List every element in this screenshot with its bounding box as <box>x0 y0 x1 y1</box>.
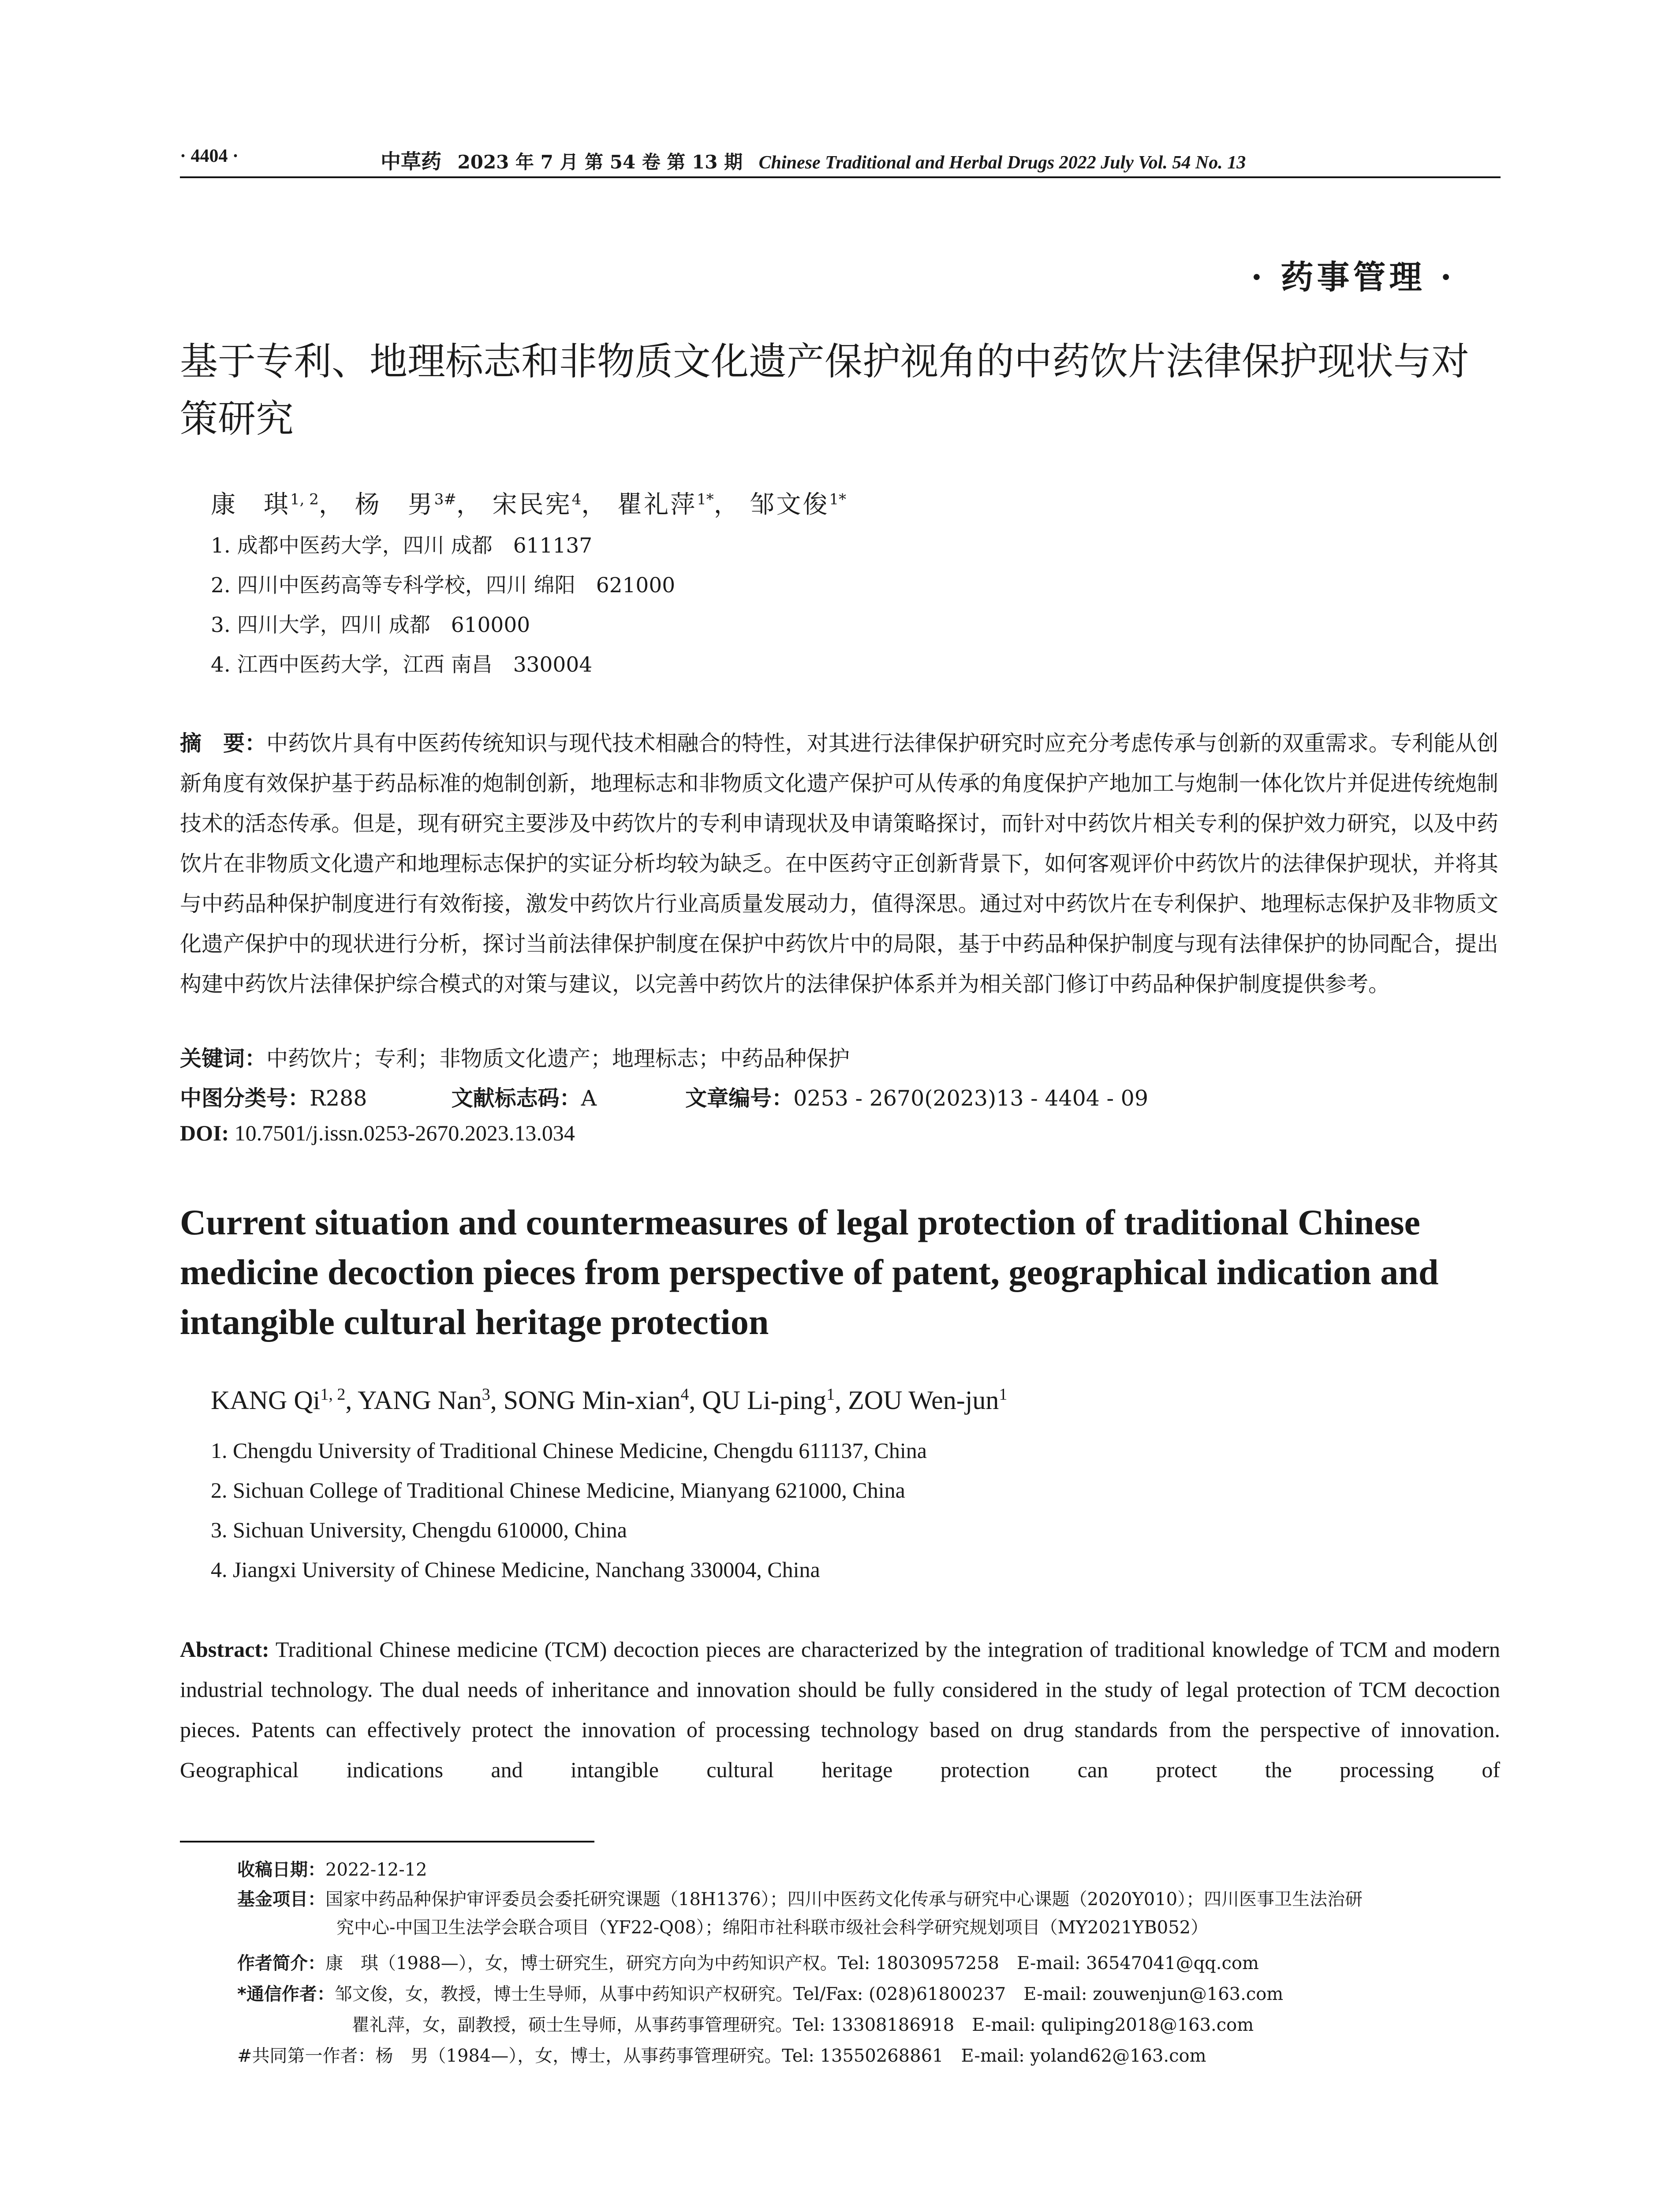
authors-en <box>211 1385 1007 1416</box>
footnote-cofirst <box>237 2042 1206 2067</box>
author-cn: 宋民宪$^4$， <box>492 490 608 519</box>
author-en: KANG Qi$^{1, 2}$, <box>211 1385 358 1415</box>
doc-code-value: A <box>581 1086 597 1111</box>
author-cn: 杨 男$^{3\#}$， <box>355 490 483 519</box>
doi-label: DOI: <box>180 1121 229 1145</box>
author-en: YANG Nan$^3$, <box>358 1385 504 1415</box>
footnote-fund <box>237 1885 1503 1942</box>
issue-cn: 2023 年 7 月 第 54 卷 第 13 期 <box>457 151 743 173</box>
abstract-en <box>180 1629 1500 1790</box>
doi-line <box>180 1120 575 1146</box>
abstract-cn <box>180 723 1498 1004</box>
affiliation-en: 1. Chengdu University of Traditional Chinese Medicine, Chengdu 611137, China <box>211 1438 927 1463</box>
received-label: 收稿日期： <box>237 1860 325 1880</box>
affiliation-cn: 2. 四川中医药高等专科学校，四川 绵阳 621000 <box>211 573 676 598</box>
fund-label: 基金项目： <box>237 1889 325 1910</box>
affiliation-cn: 3. 四川大学，四川 成都 610000 <box>211 613 530 637</box>
author-en: QU Li-ping$^1$, <box>702 1385 848 1415</box>
title-cn: 基于专利、地理标志和非物质文化遗产保护视角的中药饮片法律保护现状与对策研究 <box>180 340 1469 441</box>
keywords-label: 关键词： <box>180 1046 267 1071</box>
cofirst-label: #共同第一作者： <box>237 2046 376 2066</box>
bio-text: 康 琪（1988—），女，博士研究生，研究方向为中药知识产权。Tel: 18030957258 E-mail: 36547041@qq.com <box>325 1953 1259 1973</box>
affiliation-cn: 1. 成都中医药大学，四川 成都 611137 <box>211 534 593 558</box>
author-cn: 瞿礼萍$^{1*}$， <box>617 490 740 519</box>
cofirst-text: 杨 男（1984—），女，博士，从事药事管理研究。Tel: 13550268861 E-mail: yoland62@163.com <box>375 2046 1206 2066</box>
page-number: · 4404 · <box>180 146 239 166</box>
doc-code-label: 文献标志码： <box>451 1086 581 1111</box>
footnote-rule <box>180 1841 594 1842</box>
article-id-label: 文章编号： <box>685 1086 794 1111</box>
corr-label: *通信作者： <box>237 1984 335 2004</box>
doi-value: 10.7501/j.issn.0253-2670.2023.13.034 <box>234 1121 575 1145</box>
fund-text-2: 究中心-中国卫生法学会联合项目（YF22-Q08）；绵阳市社科联市级社会科学研究规划项目（MY2021YB052） <box>336 1917 1209 1938</box>
article-id-value: 0253 - 2670(2023)13 - 4404 - 09 <box>793 1086 1149 1111</box>
abstract-cn-text: 中药饮片具有中医药传统知识与现代技术相融合的特性，对其进行法律保护研究时应充分考虑传承与创新的双重需求。专利能从创新角度有效保护基于药品标准的炮制创新，地理标志和非物质文化遗产保护可从传承的角度保护产地加工与炮制一体化饮片并促进传统炮制技术的活态传承。但是，现有研究主要涉及中药饮片的专利申请现状及申请策略探讨，而针对中药饮片相关专利的保护效力研究，以及中药饮片在非物质文化遗产和地理标志保护的实证分析均较为缺乏。在中医药守正创新背景下，如何客观评价中药饮片的法律保护现状，并将其与中药品种保护制度进行有效衔接，激发中药饮片行业高质量发展动力，值得深思。通过对中药饮片在专利保护、地理标志保护及非物质文化遗产保护中的现状进行分析，探讨当前法律保护制度在保护中药饮片中的局限，基于中药品种保护制度与现有法律保护的协同配合，提出构建中药饮片法律保护综合模式的对策与建议，以完善中药饮片的法律保护体系并为相关部门修订中药品种保护制度提供参考。 <box>180 731 1498 997</box>
affiliation-en: 2. Sichuan College of Traditional Chinese Medicine, Mianyang 621000, China <box>211 1478 905 1502</box>
header-rule <box>180 176 1501 178</box>
received-date: 2022-12-12 <box>325 1860 427 1880</box>
author-en: ZOU Wen-jun$^1$ <box>848 1385 1008 1415</box>
keywords-text: 中药饮片；专利；非物质文化遗产；地理标志；中药品种保护 <box>266 1046 850 1071</box>
corr-text-1: 邹文俊，女，教授，博士生导师，从事中药知识产权研究。Tel/Fax: (028)61800237 E-mail: zouwenjun@163.com <box>334 1984 1284 2004</box>
author-cn: 康 琪$^{1, 2}$， <box>211 490 345 519</box>
journal-name-cn: 中草药 <box>381 149 441 173</box>
journal-name-en: Chinese Traditional and Herbal Drugs 2022 July Vol. 54 No. 13 <box>758 153 1246 173</box>
footnote-bio <box>237 1949 1259 1974</box>
abstract-en-text: Traditional Chinese medicine (TCM) decoction pieces are characterized by the integration of traditional knowledge of TCM and modern industrial technology. The dual needs of inheritance and innovation should be fully considered in the study of legal protection of TCM decoction pieces. Patents can effectively protect the innovation of processing technology based on drug standards from the perspective of innovation. Geographical indications and intangible cultural heritage protection can protect the processing of <box>180 1637 1500 1782</box>
title-en: Current situation and countermeasures of legal protection of traditional Chinese medicine decoction pieces from perspective of patent, geographical indication and intangible cultural heritage protection <box>180 1202 1439 1342</box>
journal-line <box>381 146 1246 175</box>
footnote-received <box>237 1856 427 1881</box>
keywords-cn <box>180 1042 850 1073</box>
abstract-en-label: Abstract: <box>180 1637 269 1662</box>
footnote-corresponding <box>237 1980 1283 2005</box>
fund-text-1: 国家中药品种保护审评委员会委托研究课题（18H1376）；四川中医药文化传承与研究中心课题（2020Y010）；四川医事卫生法治研 <box>325 1889 1363 1910</box>
affiliation-en: 4. Jiangxi University of Chinese Medicine, Nanchang 330004, China <box>211 1557 820 1582</box>
clc-value: R288 <box>310 1086 367 1111</box>
affiliation-cn: 4. 江西中医药大学，江西 南昌 330004 <box>211 653 593 677</box>
classification-line <box>180 1081 1148 1112</box>
clc-label: 中图分类号： <box>180 1086 310 1111</box>
author-cn: 邹文俊$^{1*}$ <box>750 490 847 519</box>
bio-label: 作者简介： <box>237 1953 325 1973</box>
footnote-corresponding-2: 瞿礼萍，女，副教授，硕士生导师，从事药事管理研究。Tel: 13308186918 E-mail: quliping2018@163.com <box>352 2015 1254 2035</box>
column-heading: · 药事管理 · <box>1251 258 1455 296</box>
author-en: SONG Min-xian$^4$, <box>503 1385 702 1415</box>
authors-cn <box>211 485 846 520</box>
affiliation-en: 3. Sichuan University, Chengdu 610000, China <box>211 1517 627 1542</box>
abstract-cn-label: 摘 要： <box>180 731 267 756</box>
